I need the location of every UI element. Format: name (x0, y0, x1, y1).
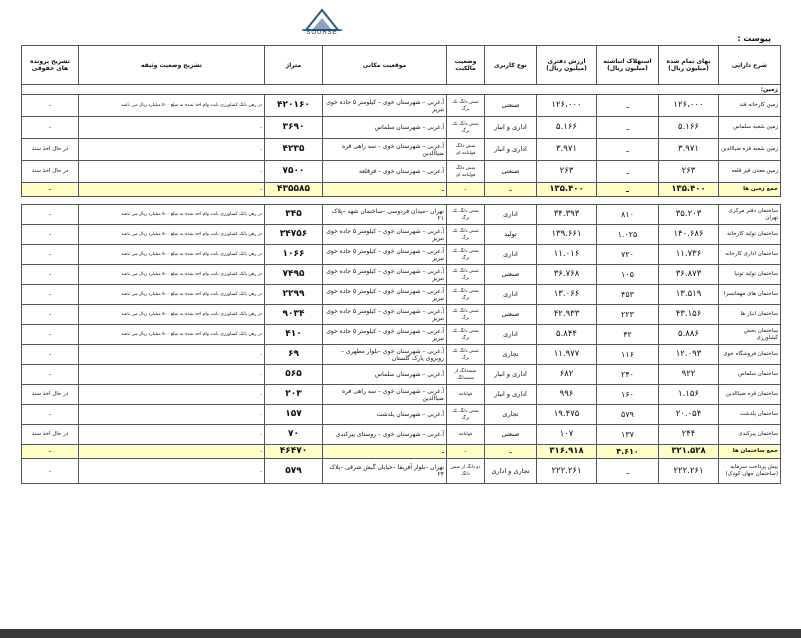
cell-area: ۶۹ (265, 345, 323, 365)
page-heading: پیوست : (737, 34, 771, 43)
cell-ownership: شش دانگ تک برگ (447, 225, 485, 245)
cell-ownership: شش دانگ تک برگ (447, 265, 485, 285)
cell-cost: ۲۶۳ (659, 161, 719, 183)
col-ownership: وضعیت مالکیت (447, 46, 485, 85)
land-total-row (22, 183, 781, 197)
cell-area: ۴۱۰ (265, 325, 323, 345)
cell-depreciation: ـ (597, 117, 659, 139)
cell-asset-desc: ساختمان سلماس (719, 365, 781, 385)
cell-cost: ۱۳.۵۱۹ (659, 285, 719, 305)
cell-use: اداری و انبار (485, 117, 537, 139)
col-collateral: تشریح وضعیت وثیقه (79, 46, 265, 85)
cell-book-value: ۳۴.۳۹۳ (537, 205, 597, 225)
cell-area: ۳۶۹۰ (265, 117, 323, 139)
table-row (22, 285, 781, 305)
cell-asset-desc: ساختمان دفتر مرکزی تهران (719, 205, 781, 225)
cell-legal: ـ (22, 305, 79, 325)
cell-cost: ۳۶.۸۷۳ (659, 265, 719, 285)
cell-asset-desc: زمین شعبه قره ضیاالدین (719, 139, 781, 161)
cell-book-value: ۹۹۶ (537, 385, 597, 405)
table-row (22, 205, 781, 225)
cell-collateral: ـ (79, 161, 265, 183)
spacer-cell (22, 197, 781, 205)
cell-legal: ـ (22, 459, 79, 484)
cell-collateral: ـ (79, 445, 265, 459)
cell-collateral: ـ (79, 405, 265, 425)
cell-location: آ.غربی – شهرستان خوی – کیلومتر ۵ جاده خوی تبریز (323, 265, 447, 285)
cell-legal: در حال اخذ سند (22, 425, 79, 445)
prepay-row (22, 459, 781, 484)
build-total-row (22, 445, 781, 459)
cell-depreciation: ۴.۶۱۰ (597, 445, 659, 459)
cell-book-value: ۱۳.۰۶۶ (537, 285, 597, 305)
cell-asset-desc: ساختمان پیرکندی (719, 425, 781, 445)
cell-book-value: ۱۱.۰۱۶ (537, 245, 597, 265)
cell-area: ۹۰۳۴ (265, 305, 323, 325)
cell-legal: ـ (22, 265, 79, 285)
cell-depreciation: ۱۱۶ (597, 345, 659, 365)
cell-cost: ۵.۸۸۶ (659, 325, 719, 345)
cell-collateral: ـ (79, 425, 265, 445)
cell-location: آ.غربی – شهرستان خوی – کیلومتر ۵ جاده خوی تبریز (323, 225, 447, 245)
cell-use: صنعتی (485, 95, 537, 117)
cell-location: آ.غربی – شهرستان خوی – کیلومتر ۵ جاده خوی تبریز (323, 285, 447, 305)
assets-table (21, 45, 781, 484)
cell-collateral: ـ (79, 385, 265, 405)
cell-collateral: ـ (79, 459, 265, 484)
cell-book-value: ۳۱۶.۹۱۸ (537, 445, 597, 459)
cell-use: اداری و انبار (485, 139, 537, 161)
cell-area: ۳۴۷۵۶ (265, 225, 323, 245)
cell-location: ـ (323, 445, 447, 459)
cell-location: ـ (323, 183, 447, 197)
cell-asset-desc: ساختمان های مهمانسرا (719, 285, 781, 305)
table-row (22, 325, 781, 345)
cell-book-value: ۶۸۲ (537, 365, 597, 385)
cell-cost: ۱۴۰.۶۸۶ (659, 225, 719, 245)
cell-ownership: شش دانگ تک برگ (447, 245, 485, 265)
cell-location: آ.غربی – شهرستان سلماس (323, 365, 447, 385)
cell-ownership: شش دانگ تک برگ (447, 405, 485, 425)
cell-legal: ـ (22, 325, 79, 345)
cell-book-value: ۳.۹۷۱ (537, 139, 597, 161)
cell-legal: در حال اخذ سند (22, 139, 79, 161)
cell-asset-desc: ساختمان تولید توتیا (719, 265, 781, 285)
cell-collateral: ـ (79, 365, 265, 385)
table-row (22, 117, 781, 139)
cell-depreciation: ۴۲ (597, 325, 659, 345)
cell-ownership: دو دانگ از شش دانگ (447, 459, 485, 484)
col-cost: بهای تمام شده (میلیون ریال) (659, 46, 719, 85)
cell-use: صنعتی (485, 161, 537, 183)
cell-book-value: ۴۲.۹۳۳ (537, 305, 597, 325)
cell-book-value: ۱۰۷ (537, 425, 597, 445)
cell-book-value: ۱۳۹.۶۶۱ (537, 225, 597, 245)
cell-depreciation: ـ (597, 139, 659, 161)
cell-ownership: شش دانگ تک برگ (447, 285, 485, 305)
cell-collateral: در رهن بانک کشاورزی بابت وام اخذ شده به مبلغ ۵۰۰ میلیارد ریال می باشد (79, 95, 265, 117)
cell-cost: ۱.۱۵۶ (659, 385, 719, 405)
cell-legal: ـ (22, 95, 79, 117)
cell-use: اداری (485, 325, 537, 345)
cell-location: آ.غربی – شهرستان خوی – سه راهی قره ضیاالدین (323, 385, 447, 405)
cell-book-value: ۵.۸۴۴ (537, 325, 597, 345)
cell-location: آ.غربی – شهرستان سلماس (323, 117, 447, 139)
table-row (22, 405, 781, 425)
cell-depreciation: ـ (597, 95, 659, 117)
cell-location: آ.غربی – شهرستان خوی – کیلومتر ۵ جاده خوی تبریز (323, 325, 447, 345)
cell-area: ۲۰۳ (265, 385, 323, 405)
cell-use: صنعتی (485, 265, 537, 285)
cell-location: آ.غربی – شهرستان خوی – کیلومتر ۵ جاده خوی تبریز (323, 305, 447, 325)
cell-ownership: شش دانگ قولنامه ای (447, 161, 485, 183)
cell-location: آ.غربی – شهرستان خوی – کیلومتر ۵ جاده خوی تبریز (323, 95, 447, 117)
cell-area: ۱۵۷ (265, 405, 323, 425)
cell-cost: ۱۲.۰۹۳ (659, 345, 719, 365)
cell-collateral: در رهن بانک کشاورزی بابت وام اخذ شده به مبلغ ۵۰۰ میلیارد ریال می باشد (79, 305, 265, 325)
bottom-bar (0, 629, 801, 638)
cell-use: اداری (485, 285, 537, 305)
cell-location: آ.غربی – شهرستان خوی –بلوار مطهری – روبروی پارک گلستان (323, 345, 447, 365)
cell-area: ۱۰۶۶ (265, 245, 323, 265)
section-land (22, 85, 781, 95)
cell-area: ۵۷۹ (265, 459, 323, 484)
col-area: متراژ (265, 46, 323, 85)
table-header-row (22, 46, 781, 85)
col-book-value: ارزش دفتری (میلیون ریال) (537, 46, 597, 85)
col-use: نوع کاربری (485, 46, 537, 85)
cell-cost: ۹۲۲ (659, 365, 719, 385)
cell-area: ۷۰ (265, 425, 323, 445)
cell-cost: ۳۵.۲۰۳ (659, 205, 719, 225)
cell-legal: ـ (22, 285, 79, 305)
cell-ownership: قولنامه (447, 385, 485, 405)
cell-asset-desc: پیش پرداخت سرمایه (ساختمان جهان کودک) (719, 459, 781, 484)
cell-cost: ۱۱.۷۳۶ (659, 245, 719, 265)
cell-book-value: ۵.۱۶۶ (537, 117, 597, 139)
cell-legal: در حال اخذ سند (22, 161, 79, 183)
cell-depreciation: ـ (597, 161, 659, 183)
col-depreciation: استهلاک انباشته (میلیون ریال) (597, 46, 659, 85)
logo-text: SOURSE (306, 30, 338, 36)
cell-location: تهران –میدان فردوسی –ساختمان شهد –پلاک ۲۱ (323, 205, 447, 225)
cell-use: تجاری (485, 345, 537, 365)
cell-legal: ـ (22, 205, 79, 225)
cell-cost: ۳.۹۷۱ (659, 139, 719, 161)
cell-ownership: شش دانگ تک برگ (447, 95, 485, 117)
cell-cost: ۱۲۶،۰۰۰ (659, 95, 719, 117)
cell-ownership: شش دانگ تک برگ (447, 325, 485, 345)
cell-area: ۲۲۹۹ (265, 285, 323, 305)
cell-legal: ـ (22, 405, 79, 425)
cell-legal: ـ (22, 117, 79, 139)
cell-use: تجاری (485, 405, 537, 425)
col-location: موقعیت مکانی (323, 46, 447, 85)
col-desc: شرح دارایی (719, 46, 781, 85)
cell-depreciation: ۱۶۰ (597, 385, 659, 405)
cell-area: ۴۶۴۷۰ (265, 445, 323, 459)
cell-collateral: در رهن بانک کشاورزی بابت وام اخذ شده به مبلغ ۵۰۰ میلیارد ریال می باشد (79, 205, 265, 225)
cell-asset-desc: ساختمان بخش کشاورزی (719, 325, 781, 345)
table-row (22, 345, 781, 365)
table-row (22, 95, 781, 117)
cell-depreciation: ۱۳۷ (597, 425, 659, 445)
cell-asset-desc: جمع ساختمان ها (719, 445, 781, 459)
cell-cost: ۲۲۲.۲۶۱ (659, 459, 719, 484)
cell-collateral: ـ (79, 183, 265, 197)
table-row (22, 225, 781, 245)
cell-depreciation: ـ (597, 183, 659, 197)
cell-location: آ.غربی – شهرستان خوی – روستای پیرکندی (323, 425, 447, 445)
cell-asset-desc: زمین شعبه سلماس (719, 117, 781, 139)
cell-use: تولید (485, 225, 537, 245)
cell-asset-desc: ساختمان تولید کارخانه (719, 225, 781, 245)
cell-use: صنعتی (485, 305, 537, 325)
cell-book-value: ۱۹.۴۷۵ (537, 405, 597, 425)
cell-ownership: شش دانگ تک برگ (447, 205, 485, 225)
cell-location: آ.غربی – شهرستان خوی – کیلومتر ۵ جاده خوی تبریز (323, 245, 447, 265)
cell-depreciation: ۷۲۰ (597, 245, 659, 265)
cell-area: ۴۳۵۵۸۵ (265, 183, 323, 197)
cell-ownership: شش دانگ تک برگ (447, 345, 485, 365)
col-legal: تشریح پرونده های حقوقی (22, 46, 79, 85)
cell-legal: ـ (22, 225, 79, 245)
cell-depreciation: ۱۰۵ (597, 265, 659, 285)
table-row (22, 425, 781, 445)
cell-ownership: ـ (447, 445, 485, 459)
cell-legal: ـ (22, 183, 79, 197)
section-land-label: زمین: (22, 85, 781, 95)
cell-cost: ۲۰.۰۵۴ (659, 405, 719, 425)
cell-use: تجاری و اداری (485, 459, 537, 484)
cell-use: اداری (485, 205, 537, 225)
cell-area: ۷۵۰۰ (265, 161, 323, 183)
cell-cost: ۳۲۱.۵۲۸ (659, 445, 719, 459)
cell-depreciation: ۸۱۰ (597, 205, 659, 225)
cell-ownership: شش دانگ تک برگ (447, 305, 485, 325)
cell-location: آ.غربی – شهرستان خوی – سه راهی قره ضیاالدین (323, 139, 447, 161)
cell-area: ۵۶۵ (265, 365, 323, 385)
cell-depreciation: ۲۲۳ (597, 305, 659, 325)
cell-ownership: ـ (447, 183, 485, 197)
table-row (22, 161, 781, 183)
cell-ownership: ششدانگ از ششدانگ (447, 365, 485, 385)
cell-book-value: ۱۳۵.۴۰۰ (537, 183, 597, 197)
cell-collateral: در رهن بانک کشاورزی بابت وام اخذ شده به مبلغ ۵۰۰ میلیارد ریال می باشد (79, 265, 265, 285)
cell-collateral: در رهن بانک کشاورزی بابت وام اخذ شده به مبلغ ۵۰۰ میلیارد ریال می باشد (79, 225, 265, 245)
cell-collateral: ـ (79, 117, 265, 139)
cell-use: اداری (485, 245, 537, 265)
cell-book-value: ۲۲۲.۲۶۱ (537, 459, 597, 484)
cell-legal: ـ (22, 445, 79, 459)
cell-use: صنعتی (485, 425, 537, 445)
cell-area: ۴۲۳۵ (265, 139, 323, 161)
cell-use: اداری و انبار (485, 365, 537, 385)
cell-ownership: شش دانگ قولنامه ای (447, 139, 485, 161)
cell-cost: ۴۳.۱۵۶ (659, 305, 719, 325)
cell-use: ـ (485, 183, 537, 197)
cell-use: اداری و انبار (485, 385, 537, 405)
cell-asset-desc: ساختمان انبار ها (719, 305, 781, 325)
cell-depreciation: ـ (597, 459, 659, 484)
cell-location: تهران –بلوار آفریقا –خیابان گیش شرقی –پلاک ۲۴ (323, 459, 447, 484)
cell-collateral: در رهن بانک کشاورزی بابت وام اخذ شده به مبلغ ۵۰۰ میلیارد ریال می باشد (79, 245, 265, 265)
cell-legal: ـ (22, 365, 79, 385)
cell-ownership: قولنامه (447, 425, 485, 445)
cell-area: ۴۲۰۱۶۰ (265, 95, 323, 117)
cell-area: ۳۴۵ (265, 205, 323, 225)
cell-asset-desc: ساختمان قره ضیاالدین (719, 385, 781, 405)
cell-ownership: شش دانگ تک برگ (447, 117, 485, 139)
cell-depreciation: ۵۷۹ (597, 405, 659, 425)
cell-book-value: ۲۶۳ (537, 161, 597, 183)
cell-legal: ـ (22, 345, 79, 365)
table-row (22, 365, 781, 385)
table-row (22, 305, 781, 325)
cell-asset-desc: زمین معدن قیز قلعه (719, 161, 781, 183)
cell-book-value: ۱۱.۹۷۷ (537, 345, 597, 365)
cell-asset-desc: زمین کارخانه قند (719, 95, 781, 117)
table-row (22, 139, 781, 161)
cell-cost: ۵.۱۶۶ (659, 117, 719, 139)
cell-depreciation: ۱.۰۲۵ (597, 225, 659, 245)
cell-collateral: ـ (79, 139, 265, 161)
cell-legal: ـ (22, 245, 79, 265)
cell-collateral: در رهن بانک کشاورزی بابت وام اخذ شده به مبلغ ۵۰۰ میلیارد ریال می باشد (79, 325, 265, 345)
spacer-row (22, 197, 781, 205)
cell-use: ـ (485, 445, 537, 459)
cell-book-value: ۱۲۶،۰۰۰ (537, 95, 597, 117)
cell-location: آ.غربی – شهرستان پلدشت (323, 405, 447, 425)
cell-collateral: ـ (79, 345, 265, 365)
table-row (22, 385, 781, 405)
table-row (22, 265, 781, 285)
cell-asset-desc: جمع زمین ها (719, 183, 781, 197)
cell-asset-desc: ساختمان فروشگاه خوی (719, 345, 781, 365)
cell-depreciation: ۴۵۳ (597, 285, 659, 305)
table-row (22, 245, 781, 265)
cell-book-value: ۳۶.۷۶۸ (537, 265, 597, 285)
cell-collateral: در رهن بانک کشاورزی بابت وام اخذ شده به مبلغ ۵۰۰ میلیارد ریال می باشد (79, 285, 265, 305)
cell-asset-desc: ساختمان اداری کارخانه (719, 245, 781, 265)
cell-legal: در حال اخذ سند (22, 385, 79, 405)
cell-depreciation: ۲۴۰ (597, 365, 659, 385)
cell-location: آ.غربی – شهرستان خوی – قزقلعه (323, 161, 447, 183)
cell-asset-desc: ساختمان پلدشت (719, 405, 781, 425)
cell-area: ۷۴۹۵ (265, 265, 323, 285)
cell-cost: ۱۳۵.۴۰۰ (659, 183, 719, 197)
cell-cost: ۲۴۴ (659, 425, 719, 445)
